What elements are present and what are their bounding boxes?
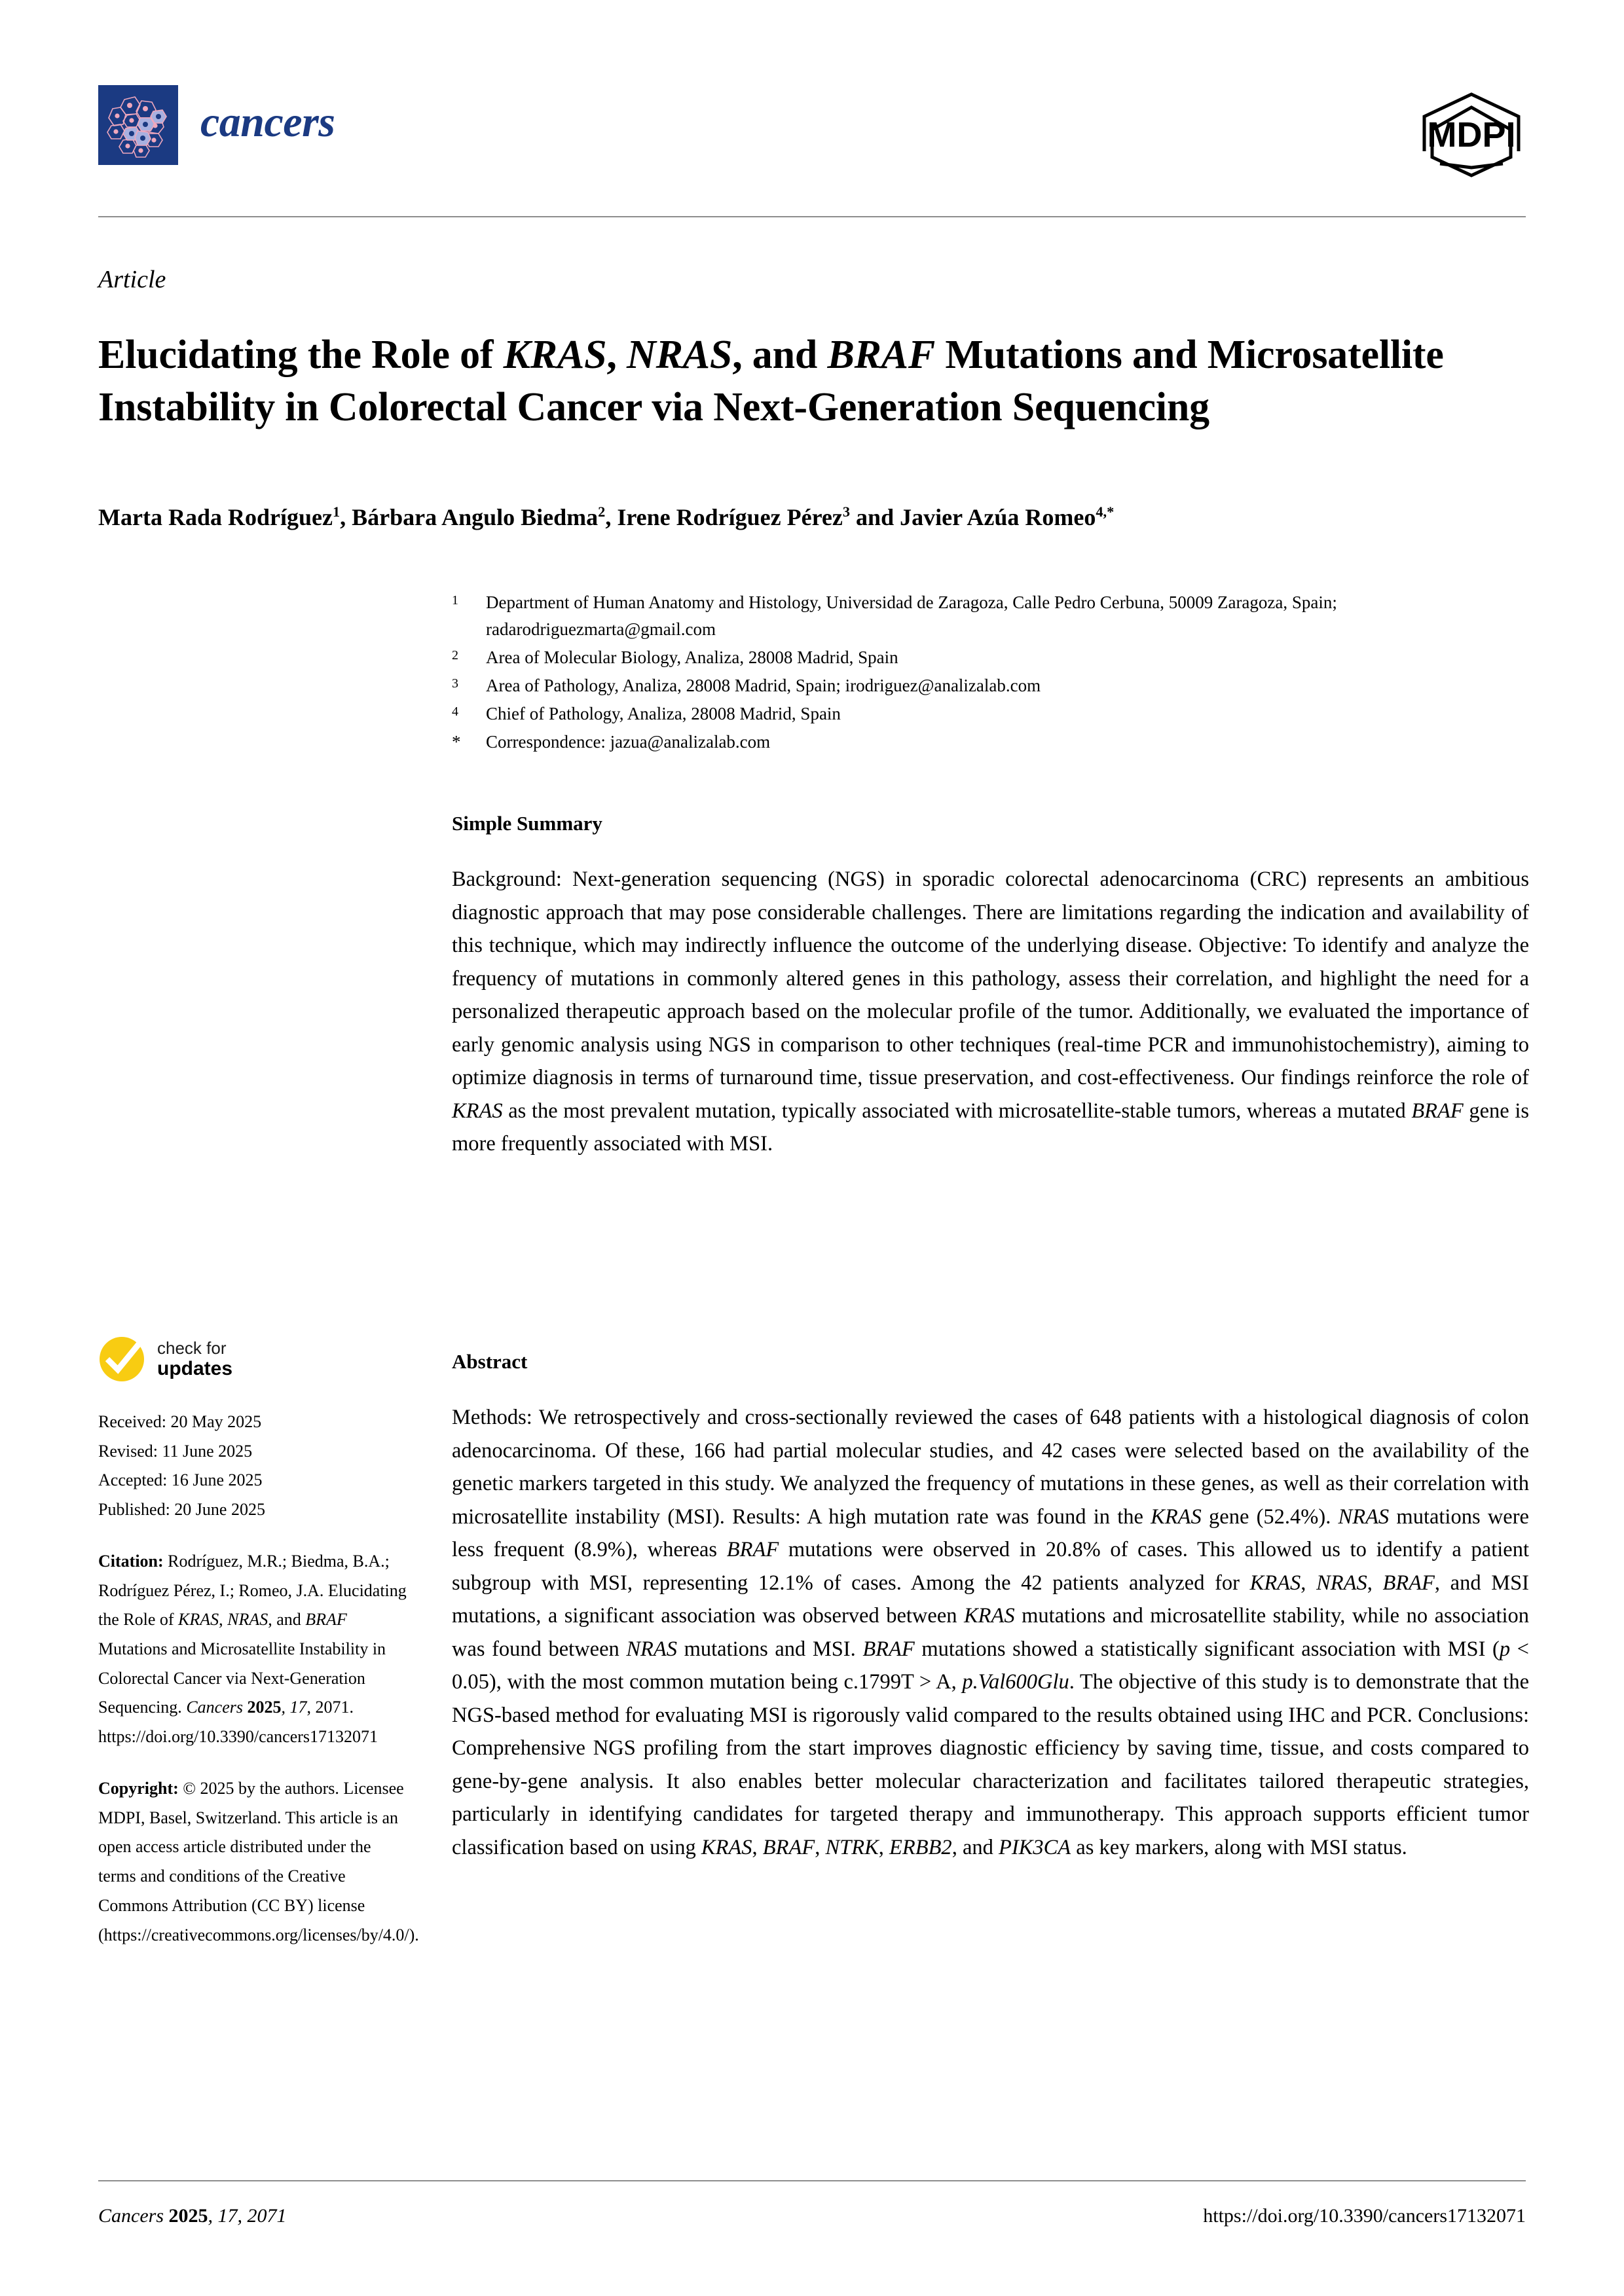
gene-symbol: p.Val600Glu bbox=[962, 1670, 1069, 1694]
gene-symbol: BRAF bbox=[726, 1538, 779, 1562]
citation-gene-kras: KRAS bbox=[178, 1610, 219, 1630]
abstract-text: Methods: We retrospectively and cross-sectionally reviewed the cases of 648 patients with a histological diagnosis of colon adenocarcinoma. Of these, 166 had partial molecular studies, and 42 cases were selected based on the availability of the genetic markers targeted in this study. We analyzed the frequency of mutations in these genes, as well as their correlation with microsatellite instability (MSI). Results: A high mutation rate was found in the KRAS gene (52.4%). NRAS mutations were less frequent (8.9%), whereas BRAF mutations were observed in 20.8% of cases. This allowed us to identify a patient subgroup with MSI, representing 12.1% of cases. Among the 42 patients analyzed for KRAS, NRAS, BRAF, and MSI mutations, a significant association was observed between KRAS mutations and microsatellite stability, while no association was found between NRAS mutations and MSI. BRAF mutations showed a statistically significant association with MSI (p < 0.05), with the most common mutation being c.1799T > A, p.Val600Glu. The objective of this study is to demonstrate that the NGS-based method for evaluating MSI is rigorously valid compared to the results obtained using IHC and PCR. Conclusions: Comprehensive NGS profiling from the start improves diagnostic efficiency by saving time, tissue, and costs compared to gene-by-gene analysis. It also enables better molecular characterization and facilitates tailored therapeutic strategies, particularly in identifying candidates for targeted therapy and immunotherapy. This approach supports efficient tumor classification based on using KRAS, BRAF, NTRK, ERBB2, and PIK3CA as key markers, along with MSI status. bbox=[452, 1406, 1530, 1859]
affiliation-item bbox=[452, 701, 1526, 727]
title-line-3: Next-Generation Sequencing bbox=[713, 385, 1209, 430]
journal-brand bbox=[98, 85, 335, 165]
sidebar-metadata bbox=[98, 1336, 419, 1972]
author-list: Marta Rada Rodríguez$^1$, Bárbara Angulo Biedma$^2$, Irene Rodríguez Pérez$^3$ and Javier Azúa Romeo$^{4,*}$ bbox=[98, 503, 1115, 530]
correspondence-marker: * bbox=[452, 732, 461, 752]
affiliation-item bbox=[452, 589, 1526, 643]
citation-sep-1: , bbox=[219, 1610, 228, 1630]
gene-symbol: BRAF bbox=[762, 1835, 815, 1859]
affiliation-text: Area of Pathology, Analiza, 28008 Madrid, Spain; irodriguez@analizalab.com bbox=[486, 676, 1041, 696]
page-title bbox=[98, 329, 1486, 434]
mdpi-logo-icon bbox=[1418, 90, 1526, 179]
date-accepted: Accepted: 16 June 2025 bbox=[98, 1470, 263, 1490]
citation-gene-braf: BRAF bbox=[305, 1610, 347, 1630]
citation-doi-link[interactable]: https://doi.org/10.3390/cancers17132071 bbox=[98, 1727, 378, 1747]
title-part-2: Mutations bbox=[935, 332, 1122, 377]
gene-symbol: KRAS bbox=[1249, 1571, 1301, 1595]
author-conjunction: and bbox=[850, 504, 900, 530]
citation-label: Citation: bbox=[98, 1551, 164, 1571]
copyright-label: Copyright: bbox=[98, 1778, 179, 1798]
simple-summary-text: Background: Next-generation sequencing (NGS) in sporadic colorectal adenocarcinoma (CRC) represents an ambitious diagnostic approach that may pose considerable challenges. There are limitations regarding the indication and availability of this technique, which may indirectly influence the outcome of the underlying disease. Objective: To identify and analyze the frequency of mutations in commonly altered genes in this pathology, assess their correlation, and highlight the need for a personalized therapeutic approach based on the molecular profile of the tumor. Additionally, we evaluated the importance of early genomic analysis using NGS in comparison to other techniques (real-time PCR and immunohistochemistry), aiming to optimize diagnosis in terms of turnaround time, tissue preservation, and cost-effectiveness. Our findings reinforce the role of KRAS as the most prevalent mutation, typically associated with microsatellite-stable tumors, whereas a mutated BRAF gene is more frequently associated with MSI. bbox=[452, 867, 1530, 1156]
gene-symbol: BRAF bbox=[1382, 1571, 1435, 1595]
copyright-text: © 2025 by the authors. Licensee MDPI, Basel, Switzerland. This article is an open access article distributed under the terms and conditions of the Creative Commons Attribution (CC BY) license (https://creativecommons.org/licenses/by/4.0/). bbox=[98, 1778, 419, 1944]
citation-journal: Cancers bbox=[186, 1698, 243, 1717]
affiliation-marker: 1 bbox=[452, 593, 458, 608]
title-gene-kras: KRAS bbox=[503, 332, 607, 377]
article-type-label: Article bbox=[98, 266, 166, 293]
affiliation-marker: 4 bbox=[452, 704, 458, 720]
citation-pages: , 2071. bbox=[306, 1698, 354, 1717]
affiliation-marker: 3 bbox=[452, 676, 458, 691]
author-1-affiliation-marker: 1 bbox=[332, 503, 341, 520]
title-part-1: Elucidating the Role of bbox=[98, 332, 504, 377]
author-4-affiliation-marker: 4,* bbox=[1096, 503, 1115, 520]
affiliation-text: Chief of Pathology, Analiza, 28008 Madrid, Spain bbox=[486, 704, 841, 724]
check-for-updates-line-1: check for bbox=[157, 1338, 227, 1358]
gene-symbol: NRAS bbox=[626, 1637, 677, 1661]
citation-gene-nras: NRAS bbox=[227, 1610, 268, 1630]
footer-doi-link[interactable]: https://doi.org/10.3390/cancers17132071 bbox=[1203, 2205, 1526, 2227]
author-2: Bárbara Angulo Biedma bbox=[352, 504, 599, 530]
author-3-affiliation-marker: 3 bbox=[842, 503, 851, 520]
gene-symbol: KRAS bbox=[1151, 1504, 1202, 1529]
gene-symbol: ERBB2 bbox=[889, 1835, 952, 1859]
date-revised: Revised: 11 June 2025 bbox=[98, 1441, 253, 1461]
title-sep-1: , bbox=[606, 332, 627, 377]
gene-symbol: BRAF bbox=[1411, 1099, 1464, 1123]
header-divider bbox=[98, 216, 1526, 217]
author-2-affiliation-marker: 2 bbox=[598, 503, 606, 520]
affiliation-text: Area of Molecular Biology, Analiza, 28008 Madrid, Spain bbox=[486, 647, 898, 668]
title-sep-2: , and bbox=[732, 332, 828, 377]
date-published: Published: 20 June 2025 bbox=[98, 1500, 265, 1520]
check-for-updates-line-2: updates bbox=[157, 1357, 233, 1379]
footer-year: 2025 bbox=[164, 2205, 208, 2227]
author-1: Marta Rada Rodríguez bbox=[98, 504, 333, 530]
footer-journal: Cancers bbox=[98, 2205, 164, 2227]
gene-symbol: NRAS bbox=[1338, 1504, 1390, 1529]
title-gene-nras: NRAS bbox=[627, 332, 733, 377]
correspondence-item bbox=[452, 729, 1526, 756]
cancers-cell-cluster-logo-icon bbox=[98, 85, 178, 165]
check-for-updates-badge[interactable] bbox=[98, 1336, 413, 1383]
footer-divider bbox=[98, 2180, 1526, 2181]
author-3: Irene Rodríguez Pérez bbox=[617, 504, 843, 530]
gene-symbol: KRAS bbox=[964, 1604, 1015, 1628]
copyright-block bbox=[98, 1774, 419, 1950]
affiliations-list bbox=[452, 589, 1526, 757]
simple-summary-heading: Simple Summary bbox=[452, 812, 602, 835]
abstract-heading: Abstract bbox=[452, 1350, 528, 1373]
p-value-symbol: p bbox=[1499, 1637, 1511, 1661]
title-line-2: and Microsatellite Instability in Colorectal Cancer via bbox=[98, 332, 1444, 430]
footer-volume-issue: , 17, 2071 bbox=[208, 2205, 287, 2227]
gene-symbol: NTRK bbox=[825, 1835, 879, 1859]
correspondence-text: Correspondence: jazua@analizalab.com bbox=[486, 732, 771, 752]
citation-volume: , 17 bbox=[281, 1698, 307, 1717]
affiliation-item bbox=[452, 672, 1526, 699]
citation-sep-2: , and bbox=[268, 1610, 306, 1630]
citation-year: 2025 bbox=[242, 1698, 282, 1717]
date-received: Received: 20 May 2025 bbox=[98, 1412, 262, 1431]
gene-symbol: KRAS bbox=[701, 1835, 752, 1859]
journal-title: cancers bbox=[200, 98, 335, 146]
gene-symbol: BRAF bbox=[862, 1637, 915, 1661]
footer-citation bbox=[98, 2205, 287, 2227]
gene-symbol: NRAS bbox=[1316, 1571, 1367, 1595]
author-4: Javier Azúa Romeo bbox=[900, 504, 1096, 530]
gene-symbol: PIK3CA bbox=[999, 1835, 1071, 1859]
title-gene-braf: BRAF bbox=[827, 332, 936, 377]
svg-text:MDPI: MDPI bbox=[1427, 115, 1516, 155]
publication-dates bbox=[98, 1408, 413, 1525]
masthead bbox=[98, 85, 1526, 183]
affiliation-item bbox=[452, 644, 1526, 671]
gene-symbol: KRAS bbox=[452, 1099, 503, 1123]
affiliation-text: Department of Human Anatomy and Histology, Universidad de Zaragoza, Calle Pedro Cerbuna, 50009 Zaragoza, Spain; radarodriguezmarta@gmail.com bbox=[486, 592, 1337, 640]
citation-title-rest: Mutations and Microsatellite Instability in Colorectal Cancer via Next-Generation Sequencing. bbox=[98, 1639, 386, 1717]
citation-authors: Rodríguez, M.R.; Biedma, B.A.; Rodríguez Pérez, I.; Romeo, J.A. Elucidating the Role of bbox=[98, 1551, 407, 1630]
citation-block bbox=[98, 1547, 413, 1752]
check-for-updates-text bbox=[157, 1339, 232, 1380]
affiliation-marker: 2 bbox=[452, 648, 458, 663]
check-mark-icon bbox=[98, 1336, 145, 1383]
